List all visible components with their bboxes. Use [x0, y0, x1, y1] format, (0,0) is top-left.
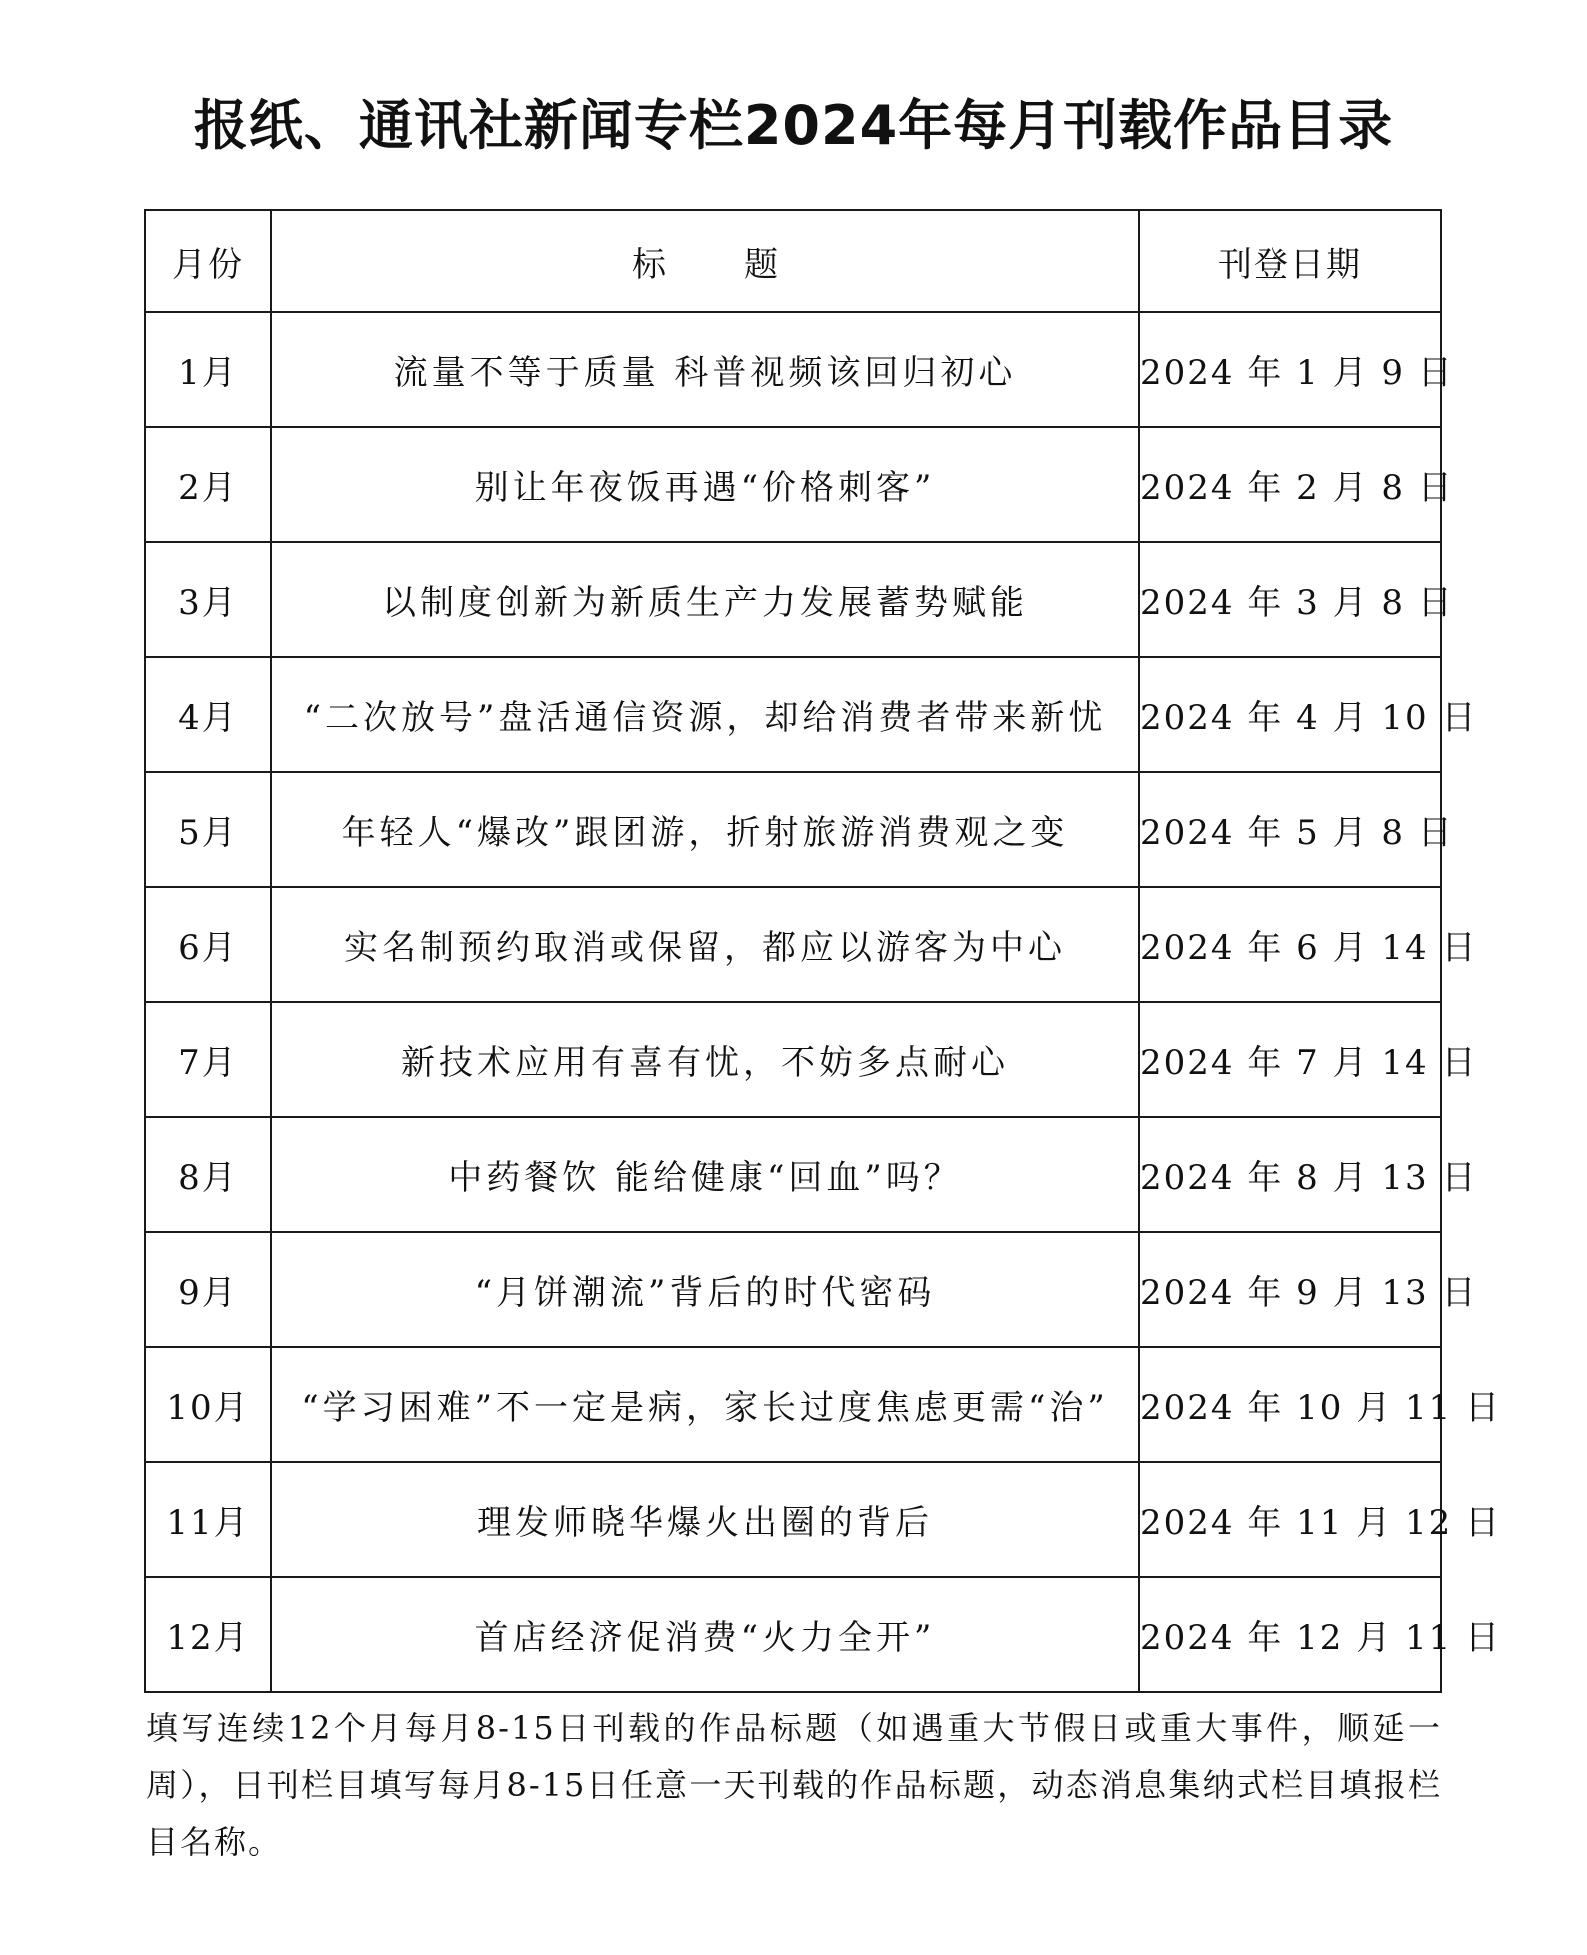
row-month: 7月 — [145, 1002, 271, 1117]
header-title-part2: 题 — [744, 244, 778, 285]
row-month: 3月 — [145, 542, 271, 657]
row-title: “二次放号”盘活通信资源，却给消费者带来新忧 — [271, 657, 1139, 772]
row-month: 12月 — [145, 1577, 271, 1692]
row-date: 2024 年 5 月 8 日 — [1139, 772, 1441, 887]
row-title: 理发师晓华爆火出圈的背后 — [271, 1462, 1139, 1577]
header-month: 月份 — [145, 210, 271, 312]
row-month: 5月 — [145, 772, 271, 887]
row-date: 2024 年 11 月 12 日 — [1139, 1462, 1441, 1577]
row-date: 2024 年 4 月 10 日 — [1139, 657, 1441, 772]
table-row — [145, 1002, 1441, 1117]
table-row — [145, 1232, 1441, 1347]
row-month: 6月 — [145, 887, 271, 1002]
table-row — [145, 1117, 1441, 1232]
header-title — [271, 210, 1139, 312]
table-header-row — [145, 210, 1441, 312]
row-date: 2024 年 12 月 11 日 — [1139, 1577, 1441, 1692]
row-date: 2024 年 9 月 13 日 — [1139, 1232, 1441, 1347]
row-title: 实名制预约取消或保留，都应以游客为中心 — [271, 887, 1139, 1002]
row-month: 8月 — [145, 1117, 271, 1232]
row-month: 11月 — [145, 1462, 271, 1577]
row-title: 新技术应用有喜有忧，不妨多点耐心 — [271, 1002, 1139, 1117]
row-month: 4月 — [145, 657, 271, 772]
row-month: 10月 — [145, 1347, 271, 1462]
row-title: 年轻人“爆改”跟团游，折射旅游消费观之变 — [271, 772, 1139, 887]
header-date: 刊登日期 — [1139, 210, 1441, 312]
page-title: 报纸、通讯社新闻专栏2024年每月刊载作品目录 — [193, 94, 1394, 157]
row-month: 9月 — [145, 1232, 271, 1347]
row-date: 2024 年 7 月 14 日 — [1139, 1002, 1441, 1117]
catalog-table — [144, 209, 1502, 1693]
footnote: 填写连续12个月每月8-15日刊载的作品标题（如遇重大节假日或重大事件，顺延一周），日刊栏目填写每月8-15日任意一天刊载的作品标题，动态消息集纳式栏目填报栏目名称。 — [146, 1709, 1442, 1861]
row-month: 1月 — [145, 312, 271, 427]
table-row — [145, 772, 1441, 887]
header-title-part1: 标 — [632, 244, 666, 285]
table-row — [145, 1577, 1441, 1692]
table-row — [145, 312, 1441, 427]
row-date: 2024 年 3 月 8 日 — [1139, 542, 1441, 657]
row-title: “学习困难”不一定是病，家长过度焦虑更需“治” — [271, 1347, 1139, 1462]
row-title: 中药餐饮 能给健康“回血”吗？ — [271, 1117, 1139, 1232]
table-row — [145, 1462, 1441, 1577]
row-title: “月饼潮流”背后的时代密码 — [271, 1232, 1139, 1347]
table-row — [145, 887, 1441, 1002]
row-date: 2024 年 10 月 11 日 — [1139, 1347, 1441, 1462]
row-date: 2024 年 6 月 14 日 — [1139, 887, 1441, 1002]
row-date: 2024 年 1 月 9 日 — [1139, 312, 1441, 427]
row-title: 别让年夜饭再遇“价格刺客” — [271, 427, 1139, 542]
table-row — [145, 427, 1441, 542]
row-title: 以制度创新为新质生产力发展蓄势赋能 — [271, 542, 1139, 657]
row-title: 首店经济促消费“火力全开” — [271, 1577, 1139, 1692]
table-row — [145, 1347, 1441, 1462]
table-row — [145, 657, 1441, 772]
row-date: 2024 年 2 月 8 日 — [1139, 427, 1441, 542]
table-row — [145, 542, 1441, 657]
row-title: 流量不等于质量 科普视频该回归初心 — [271, 312, 1139, 427]
row-date: 2024 年 8 月 13 日 — [1139, 1117, 1441, 1232]
row-month: 2月 — [145, 427, 271, 542]
